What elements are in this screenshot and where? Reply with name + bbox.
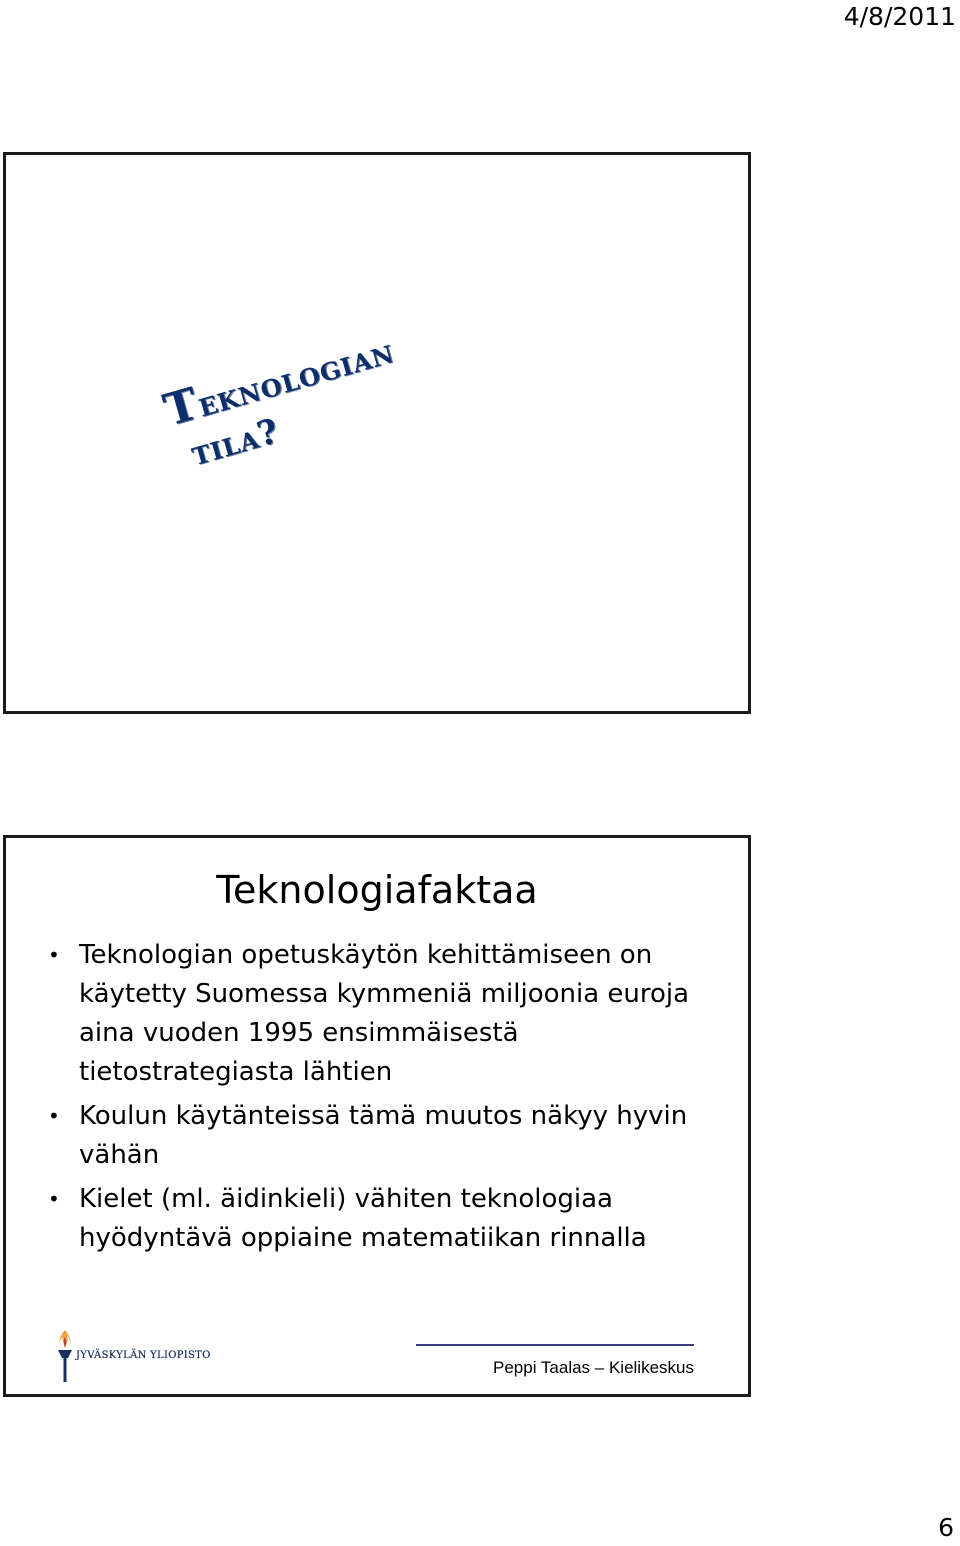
bullet-list <box>46 936 726 1263</box>
page-number: 6 <box>938 1513 954 1542</box>
footer-divider <box>416 1344 694 1346</box>
footer-credit: Peppi Taalas – Kielikeskus <box>493 1358 694 1377</box>
slide-2 <box>3 835 751 1397</box>
slide-1 <box>3 152 751 714</box>
bullet-icon: • <box>48 1187 60 1211</box>
bullet-text: Kielet (ml. äidinkieli) vähiten teknologiaa hyödyntävä oppiaine matematiikan rinnalla <box>79 1184 647 1253</box>
bullet-text: Koulun käytänteissä tämä muutos näkyy hyvin vähän <box>79 1101 688 1170</box>
logo-text: JYVÄSKYLÄN YLIOPISTO <box>76 1350 211 1361</box>
bullet-item <box>46 936 726 1092</box>
page-date: 4/8/2011 <box>843 2 956 31</box>
bullet-item <box>46 1180 726 1258</box>
slide-1-title <box>159 325 410 476</box>
university-logo <box>54 1328 211 1384</box>
slide-2-title: Teknologiafaktaa <box>216 868 538 912</box>
torch-icon <box>54 1328 76 1384</box>
slide-1-title-line2: tila? <box>186 411 284 475</box>
bullet-item <box>46 1097 726 1175</box>
bullet-icon: • <box>48 943 60 967</box>
slide-1-title-line1: Teknologian <box>158 331 399 437</box>
bullet-text: Teknologian opetuskäytön kehittämiseen on käytetty Suomessa kymmeniä miljoonia euroja aina vuoden 1995 ensimmäisestä tietostrategiasta lähtien <box>79 940 690 1087</box>
bullet-icon: • <box>48 1104 60 1128</box>
